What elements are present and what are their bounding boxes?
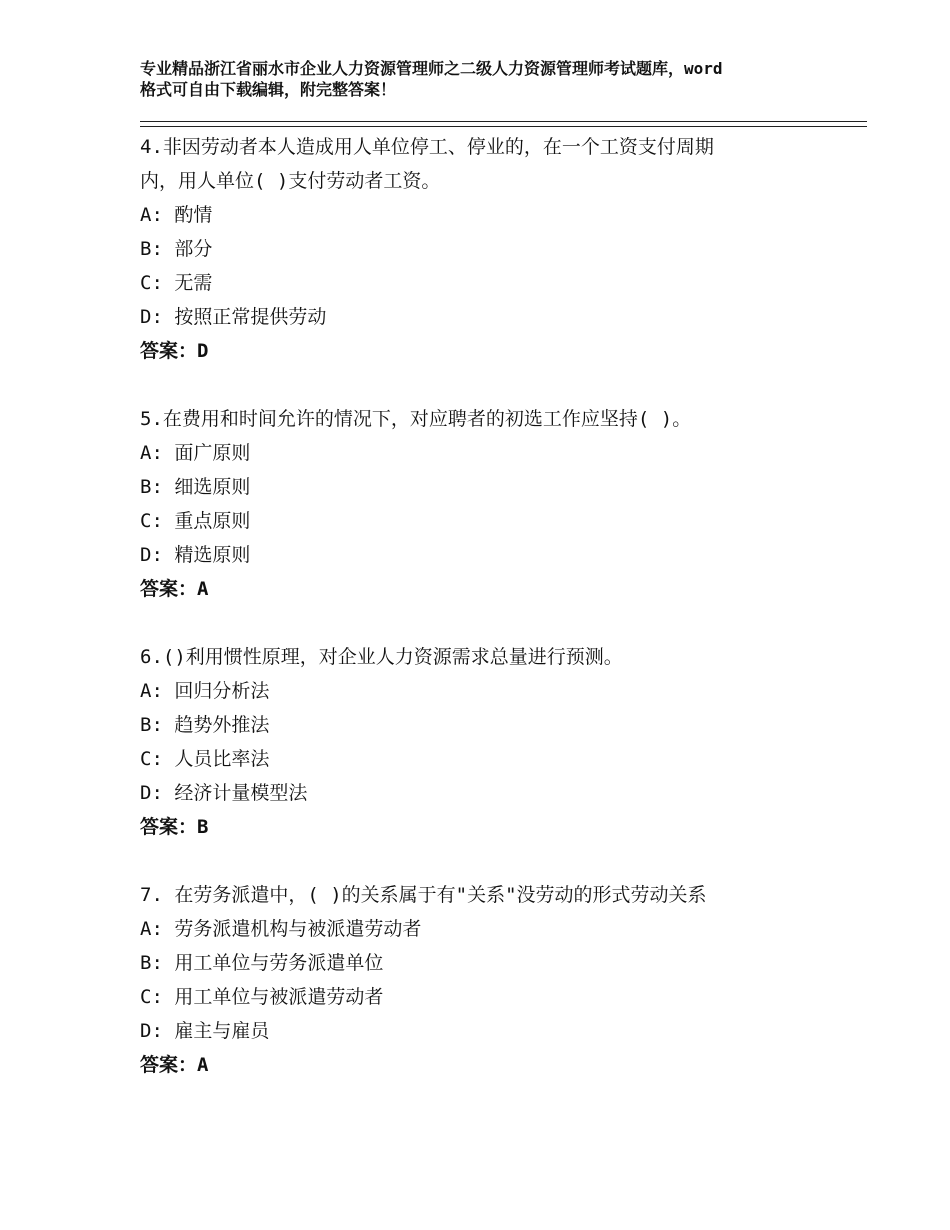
question-4	[140, 130, 840, 368]
option-a: A: 回归分析法	[140, 680, 270, 702]
option-b: B: 用工单位与劳务派遣单位	[140, 952, 384, 974]
answer-line: 答案：D	[140, 340, 209, 362]
option-c: C: 用工单位与被派遣劳动者	[140, 986, 384, 1008]
option-d: D: 精选原则	[140, 544, 251, 566]
option-a: A: 酌情	[140, 204, 213, 226]
question-stem-line: 内，用人单位( )支付劳动者工资。	[140, 170, 441, 192]
option-c: C: 无需	[140, 272, 213, 294]
option-b: B: 部分	[140, 238, 213, 260]
question-7	[140, 878, 840, 1082]
option-a: A: 面广原则	[140, 442, 251, 464]
question-stem-line: 6.()利用惯性原理，对企业人力资源需求总量进行预测。	[140, 646, 623, 668]
question-5	[140, 402, 840, 606]
header-rule-top	[140, 121, 867, 122]
option-d: D: 按照正常提供劳动	[140, 306, 327, 328]
question-6	[140, 640, 840, 844]
answer-line: 答案：A	[140, 1054, 209, 1076]
header-line-2: 格式可自由下载编辑，附完整答案！	[140, 80, 397, 99]
option-a: A: 劳务派遣机构与被派遣劳动者	[140, 918, 422, 940]
option-d: D: 经济计量模型法	[140, 782, 308, 804]
question-stem-line: 7. 在劳务派遣中，( )的关系属于有"关系"没劳动的形式劳动关系	[140, 884, 707, 906]
header-rule-bottom	[140, 126, 867, 127]
option-b: B: 趋势外推法	[140, 714, 270, 736]
option-d: D: 雇主与雇员	[140, 1020, 270, 1042]
option-b: B: 细选原则	[140, 476, 251, 498]
answer-line: 答案：A	[140, 578, 209, 600]
answer-line: 答案：B	[140, 816, 209, 838]
header-line-1: 专业精品浙江省丽水市企业人力资源管理师之二级人力资源管理师考试题库，word	[140, 59, 723, 78]
question-stem-line: 4.非因劳动者本人造成用人单位停工、停业的，在一个工资支付周期	[140, 136, 714, 158]
document-header	[140, 58, 830, 100]
question-list	[140, 130, 840, 1082]
question-stem-line: 5.在费用和时间允许的情况下，对应聘者的初选工作应坚持( )。	[140, 408, 692, 430]
option-c: C: 人员比率法	[140, 748, 270, 770]
option-c: C: 重点原则	[140, 510, 251, 532]
